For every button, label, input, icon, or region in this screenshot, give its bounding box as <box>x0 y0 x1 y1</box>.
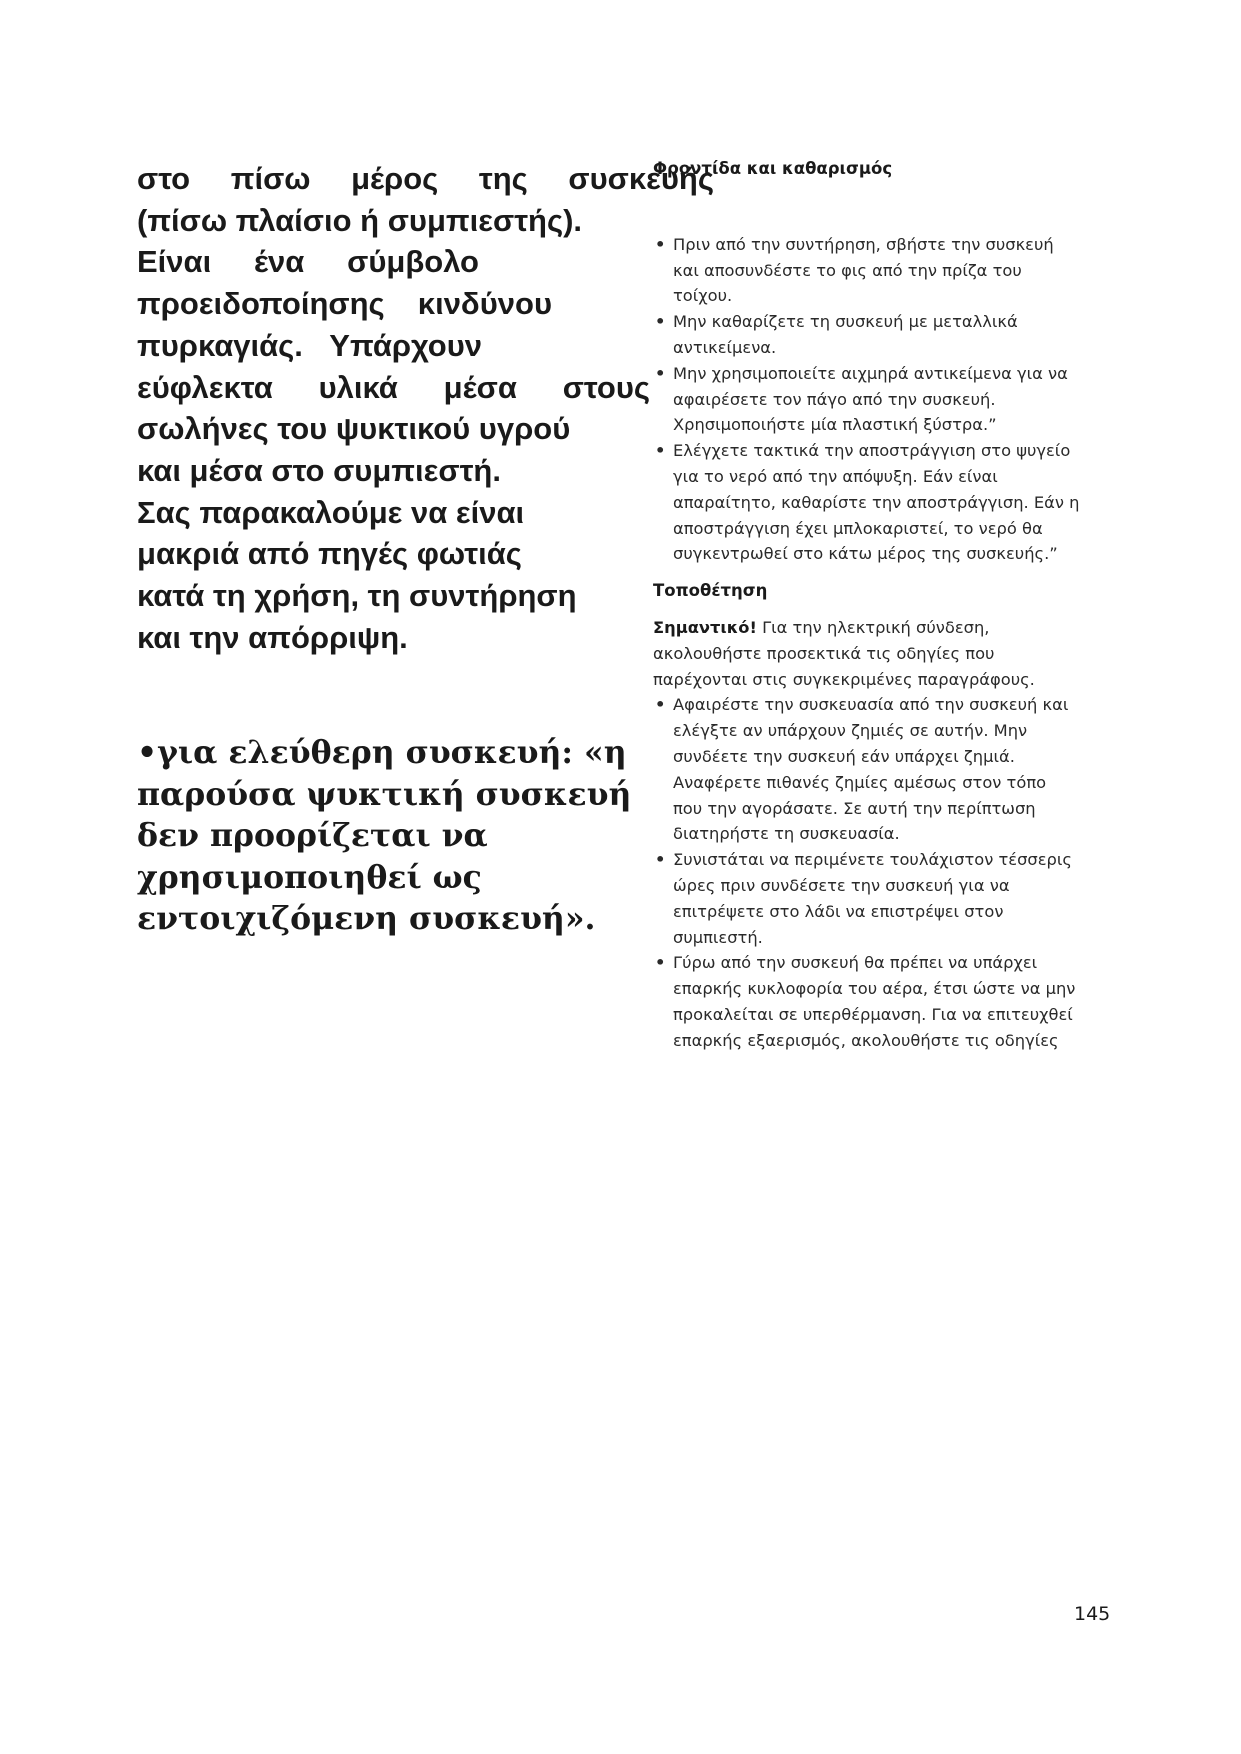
warning-line: Σας παρακαλούμε να είναι <box>137 494 525 530</box>
list-item: • Συνιστάται να περιμένετε τουλάχιστον τέσσερις ώρες πριν συνδέσετε την συσκευή για να επιτρέψετε στο λάδι να επιστρέψει στον συμπιεστή. <box>653 847 1113 950</box>
warning-line: μακριά από πηγές φωτιάς <box>137 536 522 572</box>
important-label: Σημαντικό! <box>653 617 757 637</box>
freestanding-line: εντοιχιζόμενη συσκευή». <box>137 900 596 937</box>
list-item: • Μην χρησιμοποιείτε αιχμηρά αντικείμενα για να αφαιρέσετε τον πάγο από την συσκευή. Χρησιμοποιήστε μία πλαστική ξύστρα.” <box>653 361 1113 438</box>
warning-line: προειδοποίησης κινδύνου <box>137 286 552 322</box>
warning-line: (πίσω πλαίσιο ή συμπιεστής). <box>137 202 583 238</box>
warning-line: και μέσα στο συμπιεστή. <box>137 452 501 488</box>
warning-line: και την απόρριψη. <box>137 619 408 655</box>
warning-line: σωλήνες του ψυκτικού υγρού <box>137 411 571 447</box>
warning-line: στο πίσω μέρος της συσκευής <box>137 161 714 196</box>
care-cleaning-heading: Φροντίδα και καθαρισμός <box>653 159 893 178</box>
freestanding-line: δεν προορίζεται να <box>137 817 488 854</box>
warning-line: εύφλεκτα υλικά μέσα στους <box>137 369 650 405</box>
warning-line: Είναι ένα σύμβολο <box>137 244 479 280</box>
list-item: • Μην καθαρίζετε τη συσκευή με μεταλλικά αντικείμενα. <box>653 309 1113 361</box>
list-item: • Ελέγχετε τακτικά την αποστράγγιση στο ψυγείο για το νερό από την απόψυξη. Εάν είναι απαραίτητο, καθαρίστε την αποστράγγιση. Εάν η αποστράγγιση έχει μπλοκαριστεί, το νερό θα συγκεντρωθεί στο κάτω μέρος της συσκευής.” <box>653 438 1113 567</box>
warning-line: πυρκαγιάς. Υπάρχουν <box>137 327 482 363</box>
list-item: • Αφαιρέστε την συσκευασία από την συσκευή και ελέγξτε αν υπάρχουν ζημιές σε αυτήν. Μην συνδέετε την συσκευή εάν υπάρχει ζημιά. Αναφέρετε πιθανές ζημίες αμέσως στον τόπο που την αγοράσατε. Σε αυτή την περίπτωση διατηρήστε τη συσκευασία. <box>653 692 1113 847</box>
freestanding-line: •για ελεύθερη συσκευή: «η <box>137 734 627 771</box>
warning-line: κατά τη χρήση, τη συντήρηση <box>137 578 577 614</box>
care-list <box>653 232 1113 567</box>
freestanding-appliance-note <box>137 732 657 940</box>
placement-list <box>653 692 1113 1053</box>
important-note: Σημαντικό! Για την ηλεκτρική σύνδεση, ακολουθήστε προσεκτικά τις οδηγίες που παρέχονται στις συγκεκριμένες παραγράφους. <box>653 617 1035 689</box>
page-number: 145 <box>1074 1603 1111 1625</box>
freestanding-line: παρούσα ψυκτική συσκευή <box>137 775 632 813</box>
instructions-column <box>653 156 1113 1054</box>
list-item: • Γύρω από την συσκευή θα πρέπει να υπάρχει επαρκής κυκλοφορία του αέρα, έτσι ώστε να μην προκαλείται σε υπερθέρμανση. Για να επιτευχθεί επαρκής εξαερισμός, ακολουθήστε τις οδηγίες <box>653 950 1113 1053</box>
freestanding-line: χρησιμοποιηθεί ως <box>137 858 482 896</box>
placement-heading: Τοποθέτηση <box>653 581 768 601</box>
list-item: • Πριν από την συντήρηση, σβήστε την συσκευή και αποσυνδέστε το φις από την πρίζα του τοίχου. <box>653 232 1113 309</box>
